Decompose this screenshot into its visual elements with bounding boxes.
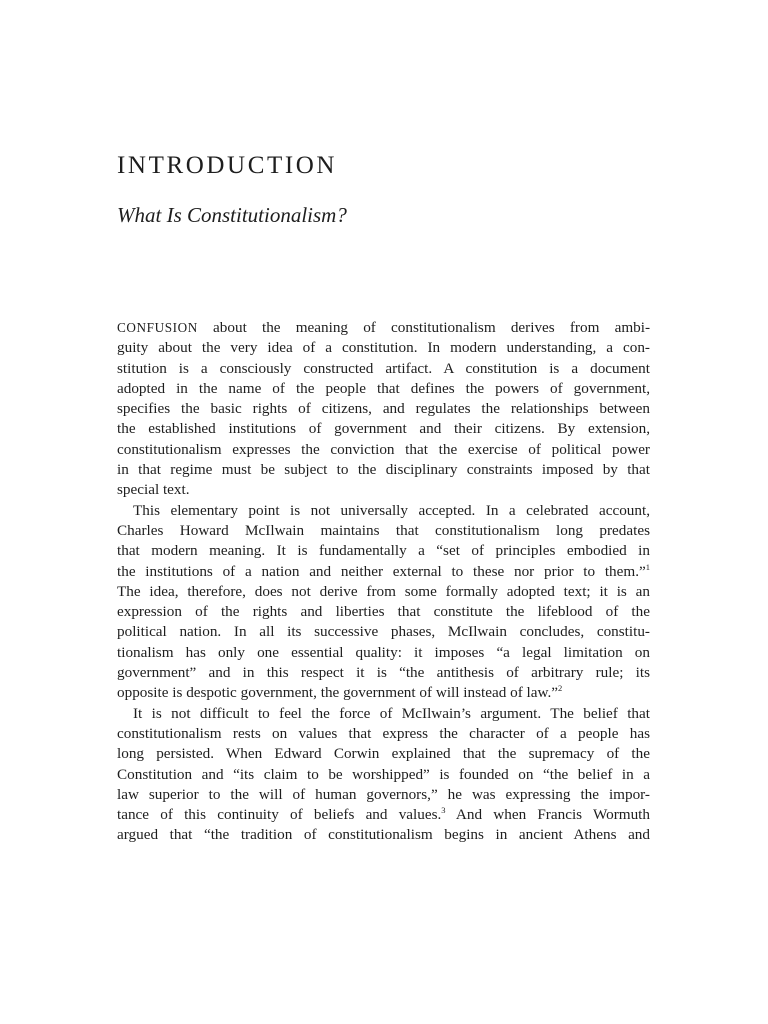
text-line: CONFUSION about the meaning of constitutionalism derives from ambi- — [117, 319, 650, 336]
text-line: in that regime must be subject to the disciplinary constraints imposed by that — [117, 461, 650, 479]
text-line: Constitution and “its claim to be worshipped” is founded on “the belief in a — [117, 765, 650, 783]
text-line: opposite is despotic government, the government of will instead of law.”$^2$ — [117, 683, 563, 702]
text-line: special text. — [117, 481, 190, 499]
text-line: constitutionalism expresses the conviction that the exercise of political power — [117, 440, 650, 458]
text-line: long persisted. When Edward Corwin explained that the supremacy of the — [117, 745, 650, 763]
lead-word: CONFUSION — [117, 320, 198, 335]
chapter-title: INTRODUCTION — [117, 152, 338, 179]
text-line: law superior to the will of human governors,” he was expressing the impor- — [117, 785, 650, 803]
text-line: argued that “the tradition of constitutionalism begins in ancient Athens and — [117, 826, 650, 844]
text-line: It is not difficult to feel the force of McIlwain’s argument. The belief that — [133, 704, 650, 722]
body-text — [117, 318, 650, 846]
text-line: government” and in this respect it is “the antithesis of arbitrary rule; its — [117, 664, 650, 682]
text-line: specifies the basic rights of citizens, and regulates the relationships between — [117, 400, 650, 418]
text-line: guity about the very idea of a constitution. In modern understanding, a con- — [117, 339, 650, 357]
footnote-marker[interactable]: 1 — [645, 561, 650, 572]
text-line: the institutions of a nation and neither external to these nor prior to them.”$^1$ — [117, 561, 650, 580]
text-line: the established institutions of government and their citizens. By extension, — [117, 420, 650, 438]
text-line: that modern meaning. It is fundamentally a “set of principles embodied in — [117, 542, 650, 560]
text-line: tionalism has only one essential quality: it imposes “a legal limitation on — [117, 643, 650, 661]
text-line: adopted in the name of the people that defines the powers of government, — [117, 379, 650, 397]
text-line: stitution is a consciously constructed artifact. A constitution is a document — [117, 359, 650, 377]
text-line: political nation. In all its successive phases, McIlwain concludes, constitu- — [117, 623, 650, 641]
text-line: This elementary point is not universally accepted. In a celebrated account, — [133, 501, 650, 519]
text-line: The idea, therefore, does not derive from some formally adopted text; it is an — [117, 582, 650, 600]
footnote-marker[interactable]: 2 — [558, 683, 563, 694]
text-line: constitutionalism rests on values that express the character of a people has — [117, 724, 650, 742]
text-line: expression of the rights and liberties that constitute the lifeblood of the — [117, 603, 650, 621]
chapter-subtitle: What Is Constitutionalism? — [117, 203, 347, 227]
text-line: Charles Howard McIlwain maintains that constitutionalism long predates — [117, 521, 650, 539]
text-line: tance of this continuity of beliefs and values.$^3$ And when Francis Wormuth — [117, 805, 650, 824]
footnote-marker[interactable]: 3 — [441, 805, 446, 816]
